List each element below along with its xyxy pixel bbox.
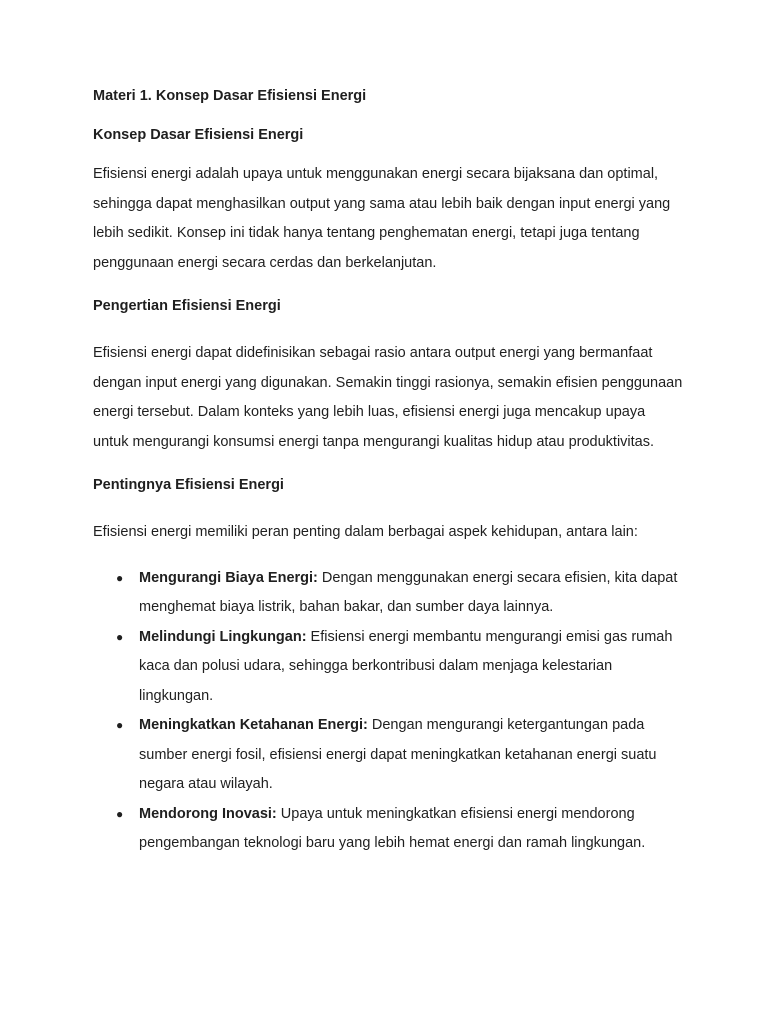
list-item-text: Dengan mengurangi ketergantungan pada sumber energi fosil, efisiensi energi dapat meningkatkan ketahanan energi suatu negara atau wilayah. xyxy=(139,717,657,792)
list-item-term: Mengurangi Biaya Energi: xyxy=(139,569,318,586)
list-item-text: Dengan menggunakan energi secara efisien, kita dapat menghemat biaya listrik, bahan bakar, dan sumber daya lainnya. xyxy=(139,569,678,615)
section-heading-pentingnya: Pentingnya Efisiensi Energi xyxy=(93,477,284,493)
section-paragraph-pengertian: Efisiensi energi dapat didefinisikan sebagai rasio antara output energi yang bermanfaat dengan input energi yang digunakan. Semakin tinggi rasionya, semakin efisien penggunaan energi tersebut. Dalam konteks yang lebih luas, efisiensi energi juga mencakup upaya untuk mengurangi konsumsi energi tanpa mengurangi kualitas hidup atau produktivitas. xyxy=(93,345,683,450)
list-item-text: Upaya untuk meningkatkan efisiensi energi mendorong pengembangan teknologi baru yang lebih hemat energi dan ramah lingkungan. xyxy=(139,805,646,851)
list-item xyxy=(93,623,683,712)
section-heading-konsep: Konsep Dasar Efisiensi Energi xyxy=(93,127,304,143)
benefit-list xyxy=(93,564,683,859)
section-heading-pengertian: Pengertian Efisiensi Energi xyxy=(93,298,281,314)
list-item xyxy=(93,564,683,623)
section-paragraph-konsep: Efisiensi energi adalah upaya untuk menggunakan energi secara bijaksana dan optimal, sehingga dapat menghasilkan output yang sama atau lebih baik dengan input energi yang lebih sedikit. Konsep ini tidak hanya tentang penghematan energi, tetapi juga tentang penggunaan energi secara cerdas dan berkelanjutan. xyxy=(93,166,671,271)
list-item-term: Mendorong Inovasi: xyxy=(139,805,277,822)
list-item-term: Melindungi Lingkungan: xyxy=(139,628,307,645)
list-item xyxy=(93,711,683,800)
bullet-icon: ● xyxy=(116,570,124,585)
bullet-icon: ● xyxy=(116,806,124,821)
list-item-term: Meningkatkan Ketahanan Energi: xyxy=(139,717,368,733)
list-item-text: Efisiensi energi membantu mengurangi emisi gas rumah kaca dan polusi udara, sehingga berkontribusi dalam menjaga kelestarian lingkungan. xyxy=(139,628,673,704)
list-item xyxy=(93,800,683,859)
bullet-icon: ● xyxy=(116,718,124,732)
document-title: Materi 1. Konsep Dasar Efisiensi Energi xyxy=(93,88,367,104)
section-paragraph-pentingnya: Efisiensi energi memiliki peran penting dalam berbagai aspek kehidupan, antara lain: xyxy=(93,524,638,540)
document-page xyxy=(93,86,683,859)
bullet-icon: ● xyxy=(116,629,124,644)
